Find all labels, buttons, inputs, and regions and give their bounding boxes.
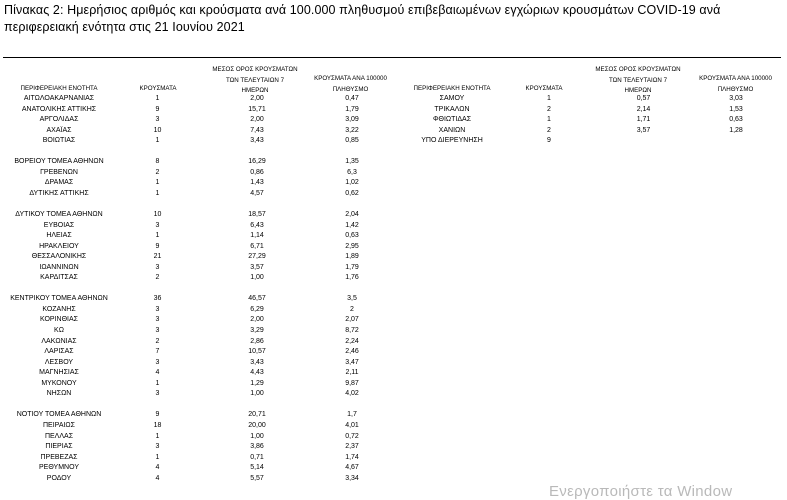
cases-cell: 3 xyxy=(155,358,160,366)
unit-name-cell: ΛΕΣΒΟΥ xyxy=(44,358,74,366)
unit-name-cell: ΚΑΡΔΙΤΣΑΣ xyxy=(40,274,78,282)
per100k-cell: 2,11 xyxy=(345,369,359,377)
unit-name-cell: ΑΧΑΪΑΣ xyxy=(46,126,72,134)
right-header-unit: ΠΕΡΙΦΕΡΕΙΑΚΗ ΕΝΟΤΗΤΑ xyxy=(413,85,491,92)
avg7-cell: 2,00 xyxy=(250,316,264,324)
table-row xyxy=(4,410,391,421)
unit-name-cell: ΜΑΓΝΗΣΙΑΣ xyxy=(39,369,79,377)
cases-cell: 36 xyxy=(153,295,162,303)
cases-cell: 10 xyxy=(153,126,162,134)
table-row xyxy=(4,273,391,284)
per100k-cell: 2,37 xyxy=(345,443,359,451)
table-row xyxy=(397,126,776,137)
unit-name-cell: ΚΩ xyxy=(54,327,64,335)
spacer-row xyxy=(4,199,391,210)
avg7-cell: 0,57 xyxy=(636,95,651,102)
cases-cell: 18 xyxy=(153,421,162,429)
per100k-cell: 3,5 xyxy=(347,295,357,303)
per100k-cell xyxy=(696,136,776,147)
per100k-cell: 0,72 xyxy=(345,432,359,440)
avg7-cell: 1,00 xyxy=(250,390,264,398)
cases-cell: 1 xyxy=(547,116,551,124)
unit-name-cell: ΥΠΟ ΔΙΕΡΕΥΝΗΣΗ xyxy=(421,137,483,145)
per100k-cell: 1,35 xyxy=(345,158,359,166)
unit-name-cell: ΚΟΡΙΝΘΙΑΣ xyxy=(40,316,78,324)
avg7-cell: 10,57 xyxy=(248,348,266,356)
unit-name-cell: ΚΕΝΤΡΙΚΟΥ ΤΟΜΕΑ ΑΘΗΝΩΝ xyxy=(10,295,108,303)
cases-cell: 9 xyxy=(155,242,160,250)
unit-name-cell: ΡΕΘΥΜΝΟΥ xyxy=(38,464,79,472)
table-row xyxy=(4,463,391,474)
unit-name-cell: ΦΘΙΩΤΙΔΑΣ xyxy=(432,116,472,124)
table-row xyxy=(4,453,391,464)
right-header-avg7 xyxy=(588,66,688,95)
table-row xyxy=(4,94,391,105)
avg7-cell: 0,71 xyxy=(250,453,264,461)
table-row xyxy=(4,178,391,189)
table-row xyxy=(4,326,391,337)
per100k-cell: 0,85 xyxy=(345,137,359,145)
table-row xyxy=(4,358,391,369)
spacer-row xyxy=(4,400,391,411)
unit-name-cell: ΘΕΣΣΑΛΟΝΙΚΗΣ xyxy=(31,253,87,261)
unit-name-cell: ΡΟΔΟΥ xyxy=(46,474,72,482)
per100k-cell: 1,76 xyxy=(345,274,359,282)
cases-cell: 1 xyxy=(155,453,160,461)
avg7-cell: 6,71 xyxy=(250,242,264,250)
table-row xyxy=(4,115,391,126)
cases-cell: 1 xyxy=(155,179,160,187)
unit-name-cell: ΛΑΡΙΣΑΣ xyxy=(44,348,74,356)
avg7-cell: 15,71 xyxy=(248,105,266,113)
per100k-cell: 8,72 xyxy=(345,327,359,335)
cases-cell: 2 xyxy=(155,337,160,345)
per100k-cell: 1,79 xyxy=(345,263,359,271)
spacer-cell xyxy=(4,400,391,411)
cases-cell: 3 xyxy=(155,263,160,271)
right-header-avg7-line2: ΤΩΝ ΤΕΛΕΥΤΑΙΩΝ 7 xyxy=(608,76,668,84)
per100k-cell: 0,62 xyxy=(345,189,359,197)
unit-name-cell: ΝΟΤΙΟΥ ΤΟΜΕΑ ΑΘΗΝΩΝ xyxy=(16,411,102,419)
per100k-cell: 2,95 xyxy=(345,242,359,250)
cases-cell: 1 xyxy=(155,232,160,240)
cases-cell: 3 xyxy=(155,305,160,313)
unit-name-cell: ΑΡΓΟΛΙΔΑΣ xyxy=(39,116,79,124)
table-row xyxy=(4,315,391,326)
per100k-cell: 0,47 xyxy=(345,95,359,102)
table-row xyxy=(4,294,391,305)
avg7-cell: 7,43 xyxy=(250,126,264,134)
unit-name-cell: ΒΟΙΩΤΙΑΣ xyxy=(42,137,76,145)
per100k-cell: 2,46 xyxy=(345,348,359,356)
unit-name-cell: ΗΡΑΚΛΕΙΟΥ xyxy=(39,242,79,250)
left-header-per100k-line1: ΚΡΟΥΣΜΑΤΑ ΑΝΑ 100000 xyxy=(314,75,387,82)
avg7-cell: 0,86 xyxy=(250,168,264,176)
per100k-cell: 1,7 xyxy=(347,411,357,419)
table-row xyxy=(4,432,391,443)
per100k-cell: 3,03 xyxy=(729,95,743,102)
cases-cell: 3 xyxy=(155,116,160,124)
per100k-cell: 1,74 xyxy=(345,453,359,461)
avg7-cell: 5,57 xyxy=(250,474,264,482)
per100k-cell: 1,42 xyxy=(345,221,359,229)
table-row xyxy=(4,136,391,147)
per100k-cell: 0,63 xyxy=(729,116,743,124)
table-row xyxy=(4,157,391,168)
table-row xyxy=(4,263,391,274)
unit-name-cell: ΧΑΝΙΩΝ xyxy=(438,126,466,134)
avg7-cell: 1,43 xyxy=(250,179,264,187)
table-caption: Πίνακας 2: Ημερήσιος αριθμός και κρούσματα ανά 100.000 πληθυσμού επιβεβαιωμένων εγχώριων κρουσμάτων COVID-19 ανά περιφερειακή ενότητα στις 21 Ιουνίου 2021 xyxy=(4,3,721,34)
cases-cell: 1 xyxy=(155,189,160,197)
avg7-cell: 2,86 xyxy=(250,337,264,345)
cases-cell: 1 xyxy=(155,137,160,145)
table-row xyxy=(397,136,776,147)
table-row xyxy=(4,189,391,200)
avg7-cell: 2,00 xyxy=(250,95,264,102)
left-header-avg7-line3: ΗΜΕΡΩΝ xyxy=(241,87,269,94)
unit-name-cell: ΛΑΚΩΝΙΑΣ xyxy=(41,337,77,345)
cases-cell: 4 xyxy=(155,474,160,482)
unit-name-cell: ΑΝΑΤΟΛΙΚΗΣ ΑΤΤΙΚΗΣ xyxy=(21,105,97,113)
left-header-unit: ΠΕΡΙΦΕΡΕΙΑΚΗ ΕΝΟΤΗΤΑ xyxy=(20,85,98,92)
spacer-cell xyxy=(4,284,391,295)
per100k-cell: 4,02 xyxy=(345,390,359,398)
per100k-cell: 6,3 xyxy=(347,168,357,176)
unit-name-cell: ΚΟΖΑΝΗΣ xyxy=(42,305,76,313)
left-header-avg7-line1: ΜΕΣΟΣ ΟΡΟΣ ΚΡΟΥΣΜΑΤΩΝ xyxy=(212,66,298,73)
avg7-cell: 1,71 xyxy=(636,116,651,124)
table-row xyxy=(4,168,391,179)
avg7-cell: 3,43 xyxy=(250,358,264,366)
unit-name-cell: ΔΥΤΙΚΟΥ ΤΟΜΕΑ ΑΘΗΝΩΝ xyxy=(15,211,103,219)
table-row xyxy=(4,242,391,253)
per100k-cell: 3,47 xyxy=(345,358,359,366)
avg7-cell: 3,43 xyxy=(250,137,264,145)
left-header-avg7 xyxy=(205,66,305,95)
table-row xyxy=(4,126,391,137)
cases-cell: 9 xyxy=(155,105,160,113)
avg7-cell: 1,00 xyxy=(250,432,264,440)
left-header-per100k-line2: ΠΛΗΘΥΣΜΟ xyxy=(332,85,369,93)
table-row xyxy=(4,421,391,432)
avg7-cell: 18,57 xyxy=(248,211,266,219)
table-row xyxy=(4,337,391,348)
avg7-cell: 4,43 xyxy=(250,369,264,377)
cases-cell: 2 xyxy=(547,126,551,134)
cases-cell: 8 xyxy=(155,158,160,166)
right-header-avg7-line3: ΗΜΕΡΩΝ xyxy=(624,87,652,94)
cases-cell: 21 xyxy=(153,253,162,261)
unit-name-cell: ΤΡΙΚΑΛΩΝ xyxy=(434,105,470,113)
left-header-per100k xyxy=(298,75,403,93)
cases-cell: 3 xyxy=(155,316,160,324)
per100k-cell: 3,22 xyxy=(345,126,359,134)
avg7-cell: 3,57 xyxy=(250,263,264,271)
cases-cell: 10 xyxy=(153,211,162,219)
per100k-cell: 3,34 xyxy=(345,474,359,482)
per100k-cell: 1,02 xyxy=(345,179,359,187)
per100k-cell: 1,53 xyxy=(729,105,743,113)
cases-cell: 9 xyxy=(547,137,551,145)
avg7-cell: 3,29 xyxy=(250,327,264,335)
unit-name-cell: ΑΙΤΩΛΟΑΚΑΡΝΑΝΙΑΣ xyxy=(23,95,95,102)
unit-name-cell: ΓΡΕΒΕΝΩΝ xyxy=(40,168,78,176)
cases-cell: 9 xyxy=(155,411,160,419)
unit-name-cell: ΔΥΤΙΚΗΣ ΑΤΤΙΚΗΣ xyxy=(29,189,89,197)
cases-cell: 3 xyxy=(155,327,160,335)
unit-name-cell: ΣΑΜΟΥ xyxy=(439,95,465,102)
per100k-cell: 2,07 xyxy=(345,316,359,324)
per100k-cell: 1,89 xyxy=(345,253,359,261)
table-row xyxy=(4,442,391,453)
unit-name-cell: ΜΥΚΟΝΟΥ xyxy=(41,379,77,387)
table-row xyxy=(4,252,391,263)
windows-activation-watermark: Ενεργοποιήστε τα Window xyxy=(549,483,733,500)
unit-name-cell: ΠΕΙΡΑΙΩΣ xyxy=(43,421,75,429)
per100k-cell: 4,01 xyxy=(345,421,359,429)
spacer-cell xyxy=(4,199,391,210)
unit-name-cell: ΗΛΕΙΑΣ xyxy=(46,232,72,240)
avg7-cell: 6,43 xyxy=(250,221,264,229)
avg7-cell: 20,71 xyxy=(248,411,266,419)
avg7-cell: 2,14 xyxy=(636,105,651,113)
spacer-cell xyxy=(4,147,391,158)
cases-cell: 3 xyxy=(155,443,160,451)
cases-cell: 3 xyxy=(155,390,160,398)
cases-cell: 1 xyxy=(155,95,160,102)
cases-cell: 4 xyxy=(155,464,160,472)
avg7-cell: 3,57 xyxy=(636,126,651,134)
unit-name-cell: ΒΟΡΕΙΟΥ ΤΟΜΕΑ ΑΘΗΝΩΝ xyxy=(14,158,104,166)
table-row xyxy=(4,221,391,232)
per100k-cell: 9,87 xyxy=(345,379,359,387)
table-row xyxy=(4,231,391,242)
table-row xyxy=(4,210,391,221)
avg7-cell: 16,29 xyxy=(248,158,266,166)
per100k-cell: 1,79 xyxy=(345,105,359,113)
right-data-table xyxy=(397,94,776,147)
avg7-cell: 20,00 xyxy=(248,421,266,429)
table-row xyxy=(4,368,391,379)
cases-cell: 2 xyxy=(155,168,160,176)
avg7-cell: 1,29 xyxy=(250,379,264,387)
avg7-cell: 5,14 xyxy=(250,464,264,472)
table-row xyxy=(397,94,776,105)
table-row xyxy=(4,379,391,390)
right-header-per100k xyxy=(683,75,787,93)
per100k-cell: 2,04 xyxy=(345,211,359,219)
table-row xyxy=(4,347,391,358)
header-top-rule xyxy=(3,57,781,58)
per100k-cell: 3,09 xyxy=(345,116,359,124)
spacer-row xyxy=(4,147,391,158)
right-header-cases: ΚΡΟΥΣΜΑΤΑ xyxy=(525,85,563,92)
table-row xyxy=(4,305,391,316)
unit-name-cell: ΠΕΛΛΑΣ xyxy=(44,432,74,440)
avg7-cell: 1,00 xyxy=(250,274,264,282)
cases-cell: 3 xyxy=(155,221,160,229)
avg7-cell: 4,57 xyxy=(250,189,264,197)
right-header-avg7-line1: ΜΕΣΟΣ ΟΡΟΣ ΚΡΟΥΣΜΑΤΩΝ xyxy=(595,66,681,73)
table-row xyxy=(397,105,776,116)
right-header-per100k-line1: ΚΡΟΥΣΜΑΤΑ ΑΝΑ 100000 xyxy=(699,75,772,82)
per100k-cell: 0,63 xyxy=(345,232,359,240)
unit-name-cell: ΙΩΑΝΝΙΝΩΝ xyxy=(39,263,79,271)
unit-name-cell: ΠΡΕΒΕΖΑΣ xyxy=(40,453,78,461)
avg7-cell xyxy=(591,136,696,147)
avg7-cell: 3,86 xyxy=(250,443,264,451)
per100k-cell: 2 xyxy=(350,305,354,313)
avg7-cell: 27,29 xyxy=(248,253,266,261)
unit-name-cell: ΔΡΑΜΑΣ xyxy=(44,179,74,187)
cases-cell: 1 xyxy=(155,432,160,440)
spacer-row xyxy=(4,284,391,295)
table-row xyxy=(4,474,391,485)
avg7-cell: 46,57 xyxy=(248,295,266,303)
right-header-per100k-line2: ΠΛΗΘΥΣΜΟ xyxy=(717,85,754,93)
cases-cell: 2 xyxy=(547,105,551,113)
cases-cell: 1 xyxy=(155,379,160,387)
avg7-cell: 1,14 xyxy=(250,232,264,240)
cases-cell: 2 xyxy=(155,274,160,282)
cases-cell: 1 xyxy=(547,95,551,102)
left-header-cases: ΚΡΟΥΣΜΑΤΑ xyxy=(139,85,177,92)
avg7-cell: 6,29 xyxy=(250,305,264,313)
table-row xyxy=(4,389,391,400)
table-row xyxy=(4,105,391,116)
cases-cell: 7 xyxy=(155,348,160,356)
left-data-table xyxy=(4,94,391,484)
per100k-cell: 4,67 xyxy=(345,464,359,472)
unit-name-cell: ΠΙΕΡΙΑΣ xyxy=(45,443,73,451)
per100k-cell: 2,24 xyxy=(345,337,359,345)
per100k-cell: 1,28 xyxy=(729,126,743,134)
cases-cell: 4 xyxy=(155,369,160,377)
avg7-cell: 2,00 xyxy=(250,116,264,124)
left-header-avg7-line2: ΤΩΝ ΤΕΛΕΥΤΑΙΩΝ 7 xyxy=(225,76,285,84)
unit-name-cell: ΝΗΣΩΝ xyxy=(46,390,72,398)
table-row xyxy=(397,115,776,126)
unit-name-cell: ΕΥΒΟΙΑΣ xyxy=(43,221,75,229)
